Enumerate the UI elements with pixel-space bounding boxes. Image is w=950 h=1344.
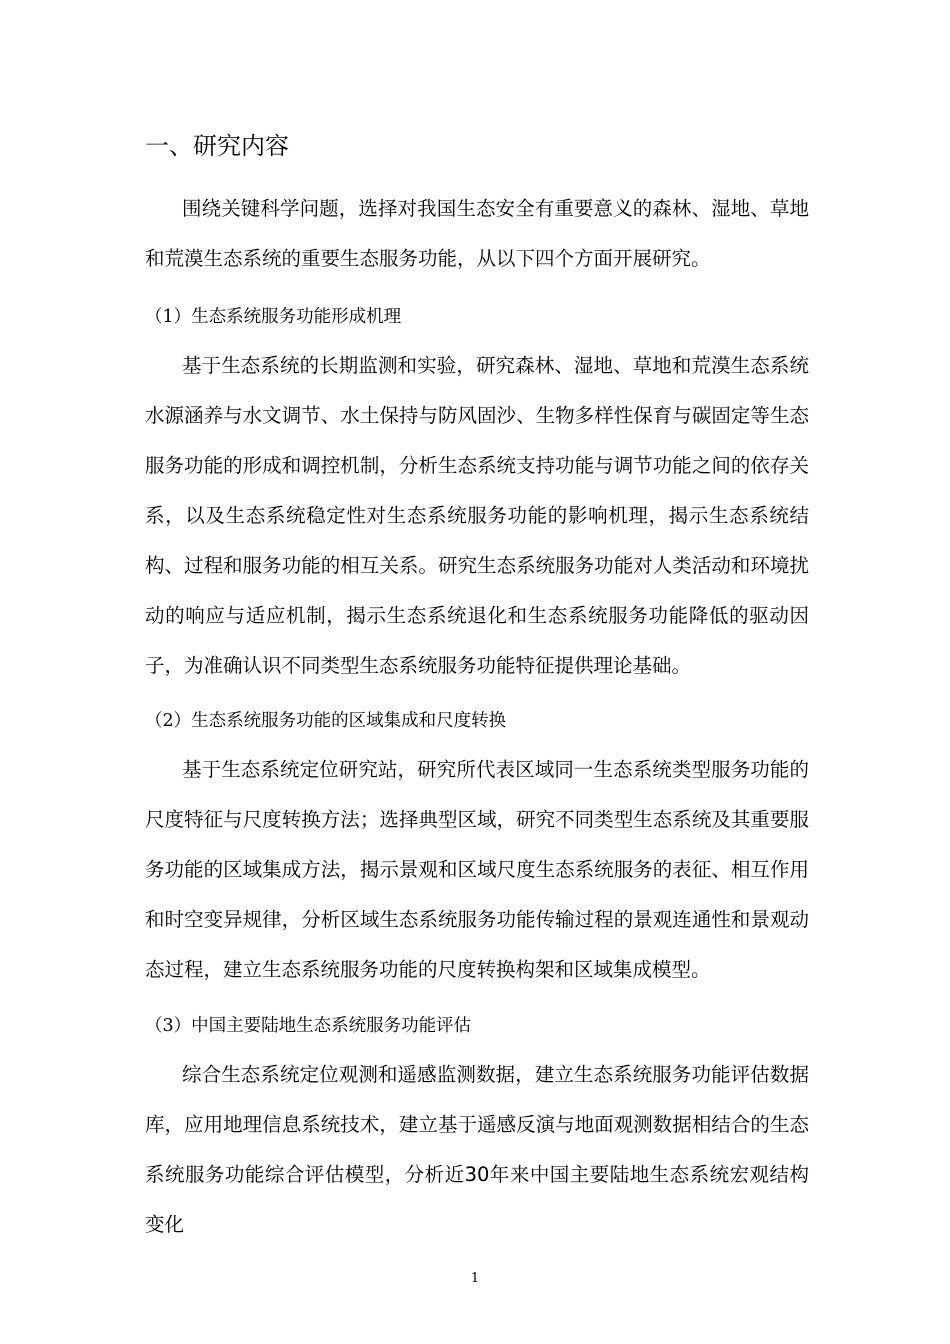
subsection-3-body: 综合生态系统定位观测和遥感监测数据，建立生态系统服务功能评估数据库，应用地理信息系统技术，建立基于遥感反演与地面观测数据相结合的生态系统服务功能综合评估模型，分析近30年来中国主要陆地生态系统宏观结构变化: [145, 1063, 809, 1236]
subsection-1-body: 基于生态系统的长期监测和实验，研究森林、湿地、草地和荒漠生态系统水源涵养与水文调节、水土保持与防风固沙、生物多样性保育与碳固定等生态服务功能的形成和调控机制，分析生态系统支持功能与调节功能之间的依存关系，以及生态系统稳定性对生态系统服务功能的影响机理，揭示生态系统结构、过程和服务功能的相互关系。研究生态系统服务功能对人类活动和环境扰动的响应与适应机制，揭示生态系统退化和生态系统服务功能降低的驱动因子，为准确认识不同类型生态系统服务功能特征提供理论基础。: [145, 354, 809, 677]
page-number: 1: [470, 1271, 480, 1286]
intro-paragraph: 围绕关键科学问题，选择对我国生态安全有重要意义的森林、湿地、草地和荒漠生态系统的重要生态服务功能，从以下四个方面开展研究。: [145, 197, 809, 270]
subsection-3-title: （3）中国主要陆地生态系统服务功能评估: [145, 1016, 472, 1036]
section-heading: 一、研究内容: [145, 132, 289, 160]
subsection-1-title: （1）生态系统服务功能形成机理: [145, 307, 402, 327]
subsection-2-body: 基于生态系统定位研究站，研究所代表区域同一生态系统类型服务功能的尺度特征与尺度转换方法；选择典型区域，研究不同类型生态系统及其重要服务功能的区域集成方法，揭示景观和区域尺度生态系统服务的表征、相互作用和时空变异规律，分析区域生态系统服务功能传输过程的景观连通性和景观动态过程，建立生态系统服务功能的尺度转换构架和区域集成模型。: [145, 758, 809, 981]
subsection-2-title: （2）生态系统服务功能的区域集成和尺度转换: [145, 711, 507, 731]
